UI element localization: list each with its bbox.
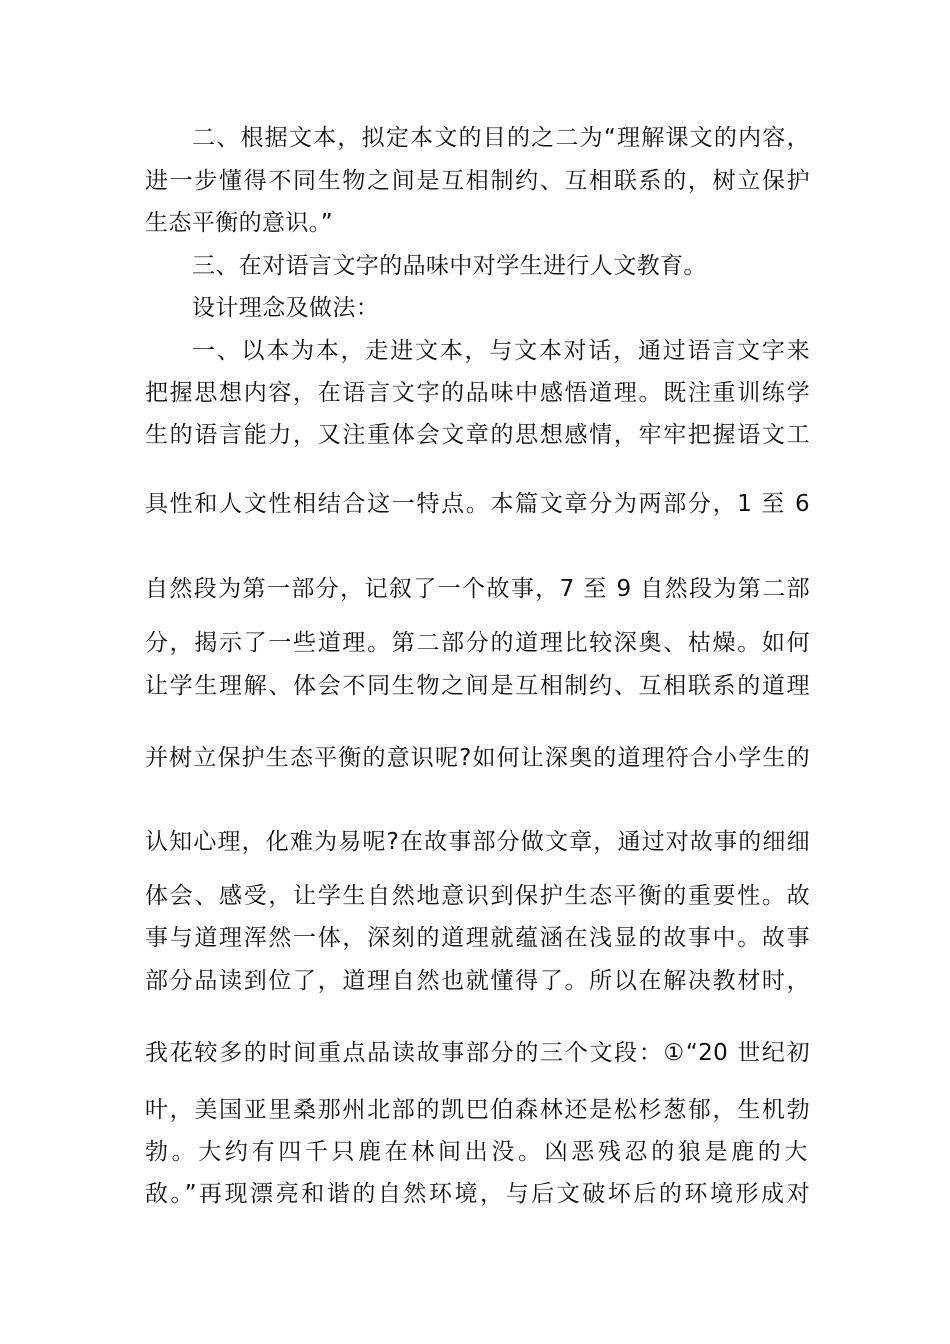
- text-line: 敌。”再现漂亮和谐的自然环境，与后文破坏后的环境形成对: [145, 1181, 810, 1207]
- text-line: 设计理念及做法：: [192, 295, 380, 321]
- text-line: 体会、感受，让学生自然地意识到保护生态平衡的重要性。故: [145, 883, 810, 909]
- text-line: 二、根据文本，拟定本文的目的之二为“理解课文的内容，: [192, 125, 810, 151]
- text-line: 分，揭示了一些道理。第二部分的道理比较深奥、枯燥。如何: [145, 630, 810, 656]
- text-line: 一、以本为本，走进文本，与文本对话，通过语言文字来: [192, 338, 810, 364]
- text-line: 三、在对语言文字的品味中对学生进行人文教育。: [192, 253, 707, 279]
- text-line: 部分品读到位了，道理自然也就懂得了。所以在解决教材时，: [145, 968, 810, 994]
- text-line: 进一步懂得不同生物之间是互相制约、互相联系的，树立保护: [145, 168, 810, 194]
- text-line: 让学生理解、体会不同生物之间是互相制约、互相联系的道理: [145, 673, 810, 699]
- text-line: 具性和人文性相结合这一特点。本篇文章分为两部分，1 至 6: [145, 491, 810, 517]
- text-line: 生态平衡的意识。”: [145, 210, 334, 236]
- text-line: 叶，美国亚里桑那州北部的凯巴伯森林还是松杉葱郁，生机勃: [145, 1097, 810, 1123]
- text-line: 生的语言能力，又注重体会文章的思想感情，牢牢把握语文工: [145, 422, 810, 448]
- text-line: 并树立保护生态平衡的意识呢?如何让深奥的道理符合小学生的: [145, 745, 810, 771]
- text-line: 认知心理，化难为易呢?在故事部分做文章，通过对故事的细细: [145, 829, 810, 855]
- text-line: 我花较多的时间重点品读故事部分的三个文段：①“20 世纪初: [145, 1040, 810, 1066]
- text-line: 把握思想内容，在语言文字的品味中感悟道理。既注重训练学: [145, 380, 810, 406]
- text-line: 事与道理浑然一体，深刻的道理就蕴涵在浅显的故事中。故事: [145, 925, 810, 951]
- text-line: 自然段为第一部分，记叙了一个故事，7 至 9 自然段为第二部: [145, 576, 810, 602]
- text-line: 勃。大约有四千只鹿在林间出没。凶恶残忍的狼是鹿的大: [145, 1139, 810, 1165]
